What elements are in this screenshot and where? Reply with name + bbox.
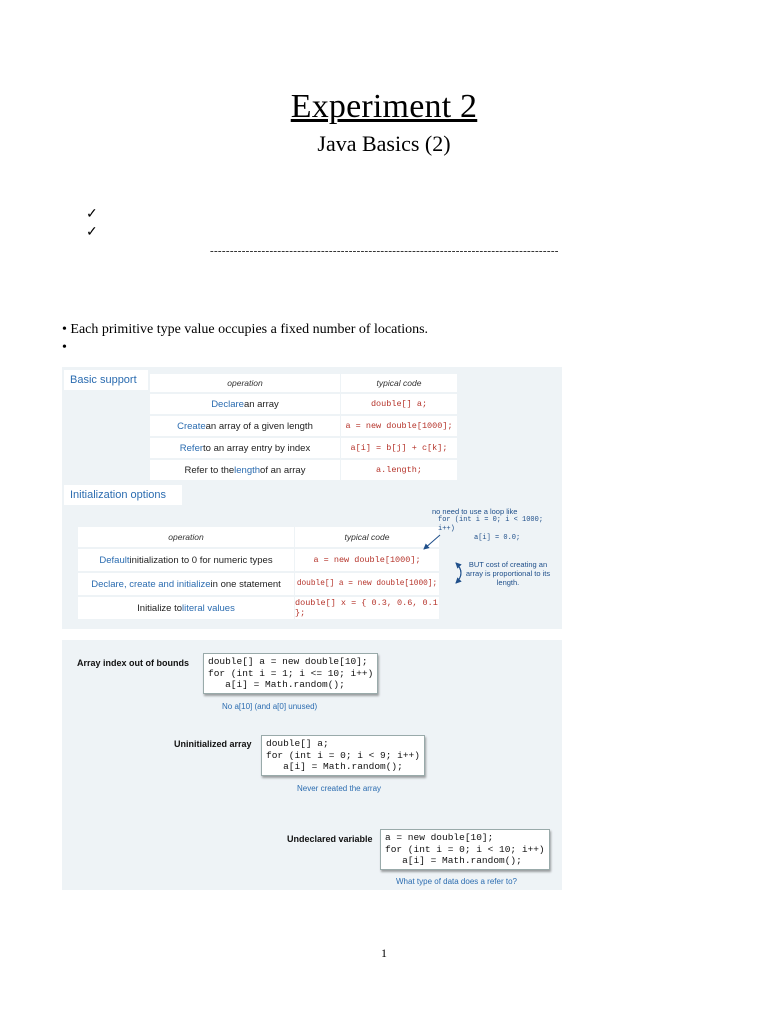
basic-row-code: a[i] = b[j] + c[k];	[341, 438, 457, 458]
basic-row-code: a = new double[1000];	[341, 416, 457, 436]
init-options-label: Initialization options	[64, 485, 182, 505]
error-caption: Never created the array	[297, 784, 382, 793]
page-number: 1	[381, 946, 387, 960]
init-header-operation: operation	[78, 527, 294, 547]
init-row-operation: Declare, create and initialize in one statement	[78, 573, 294, 595]
separator-line: ----------------------------------------------------------------------------------------	[210, 245, 559, 257]
error-label: Undeclared variable	[287, 834, 373, 844]
note-cost: BUT cost of creating an array is proportional to its length.	[465, 560, 551, 587]
error-label: Array index out of bounds	[77, 658, 190, 668]
note-loop-line2: a[i] = 0.0;	[474, 534, 521, 542]
basic-support-label: Basic support	[64, 370, 148, 390]
init-header-code: typical code	[295, 527, 439, 547]
error-label: Uninitialized array	[174, 739, 252, 749]
basic-row-operation: Refer to an array entry by index	[150, 438, 340, 458]
check-mark-icon: ✓	[86, 225, 98, 240]
document-title: Experiment 2	[290, 88, 478, 125]
arrow-to-default	[424, 535, 440, 549]
error-code: a = new double[10]; for (int i = 0; i < 10; i++) a[i] = Math.random();	[380, 829, 550, 870]
init-row-code: a = new double[1000];	[295, 549, 439, 571]
arrow-to-default-back	[456, 563, 461, 583]
basic-header-operation: operation	[150, 374, 340, 392]
basic-row-code: double[] a;	[341, 394, 457, 414]
figure-array-errors	[62, 640, 562, 890]
init-row-operation: Default initialization to 0 for numeric types	[78, 549, 294, 571]
figure-array-operations	[62, 367, 562, 629]
document-subtitle: Java Basics (2)	[317, 131, 451, 156]
init-row-code: double[] x = { 0.3, 0.6, 0.1 };	[295, 598, 438, 618]
basic-row-operation: Create an array of a given length	[150, 416, 340, 436]
bullet-empty: •	[62, 340, 67, 355]
basic-row-operation: Refer to the length of an array	[150, 460, 340, 480]
basic-row-code: a.length;	[341, 460, 457, 480]
basic-header-code: typical code	[341, 374, 457, 392]
init-row-operation: Initialize to literal values	[78, 597, 294, 619]
error-caption: No a[10] (and a[0] unused)	[222, 702, 318, 711]
check-mark-icon: ✓	[86, 207, 98, 222]
note-loop-line1: for (int i = 0; i < 1000; i++)	[438, 516, 544, 533]
annotation-arrows	[62, 367, 562, 629]
init-row-code: double[] a = new double[1000];	[295, 573, 439, 595]
error-code: double[] a; for (int i = 0; i < 9; i++) a[i] = Math.random();	[261, 735, 425, 776]
note-loop-title: no need to use a loop like	[432, 507, 518, 516]
error-caption: What type of data does a refer to?	[396, 877, 517, 886]
bullet-text: • Each primitive type value occupies a fixed number of locations.	[62, 322, 429, 337]
error-code: double[] a = new double[10]; for (int i = 1; i <= 10; i++) a[i] = Math.random();	[203, 653, 378, 694]
basic-row-operation: Declare an array	[150, 394, 340, 414]
